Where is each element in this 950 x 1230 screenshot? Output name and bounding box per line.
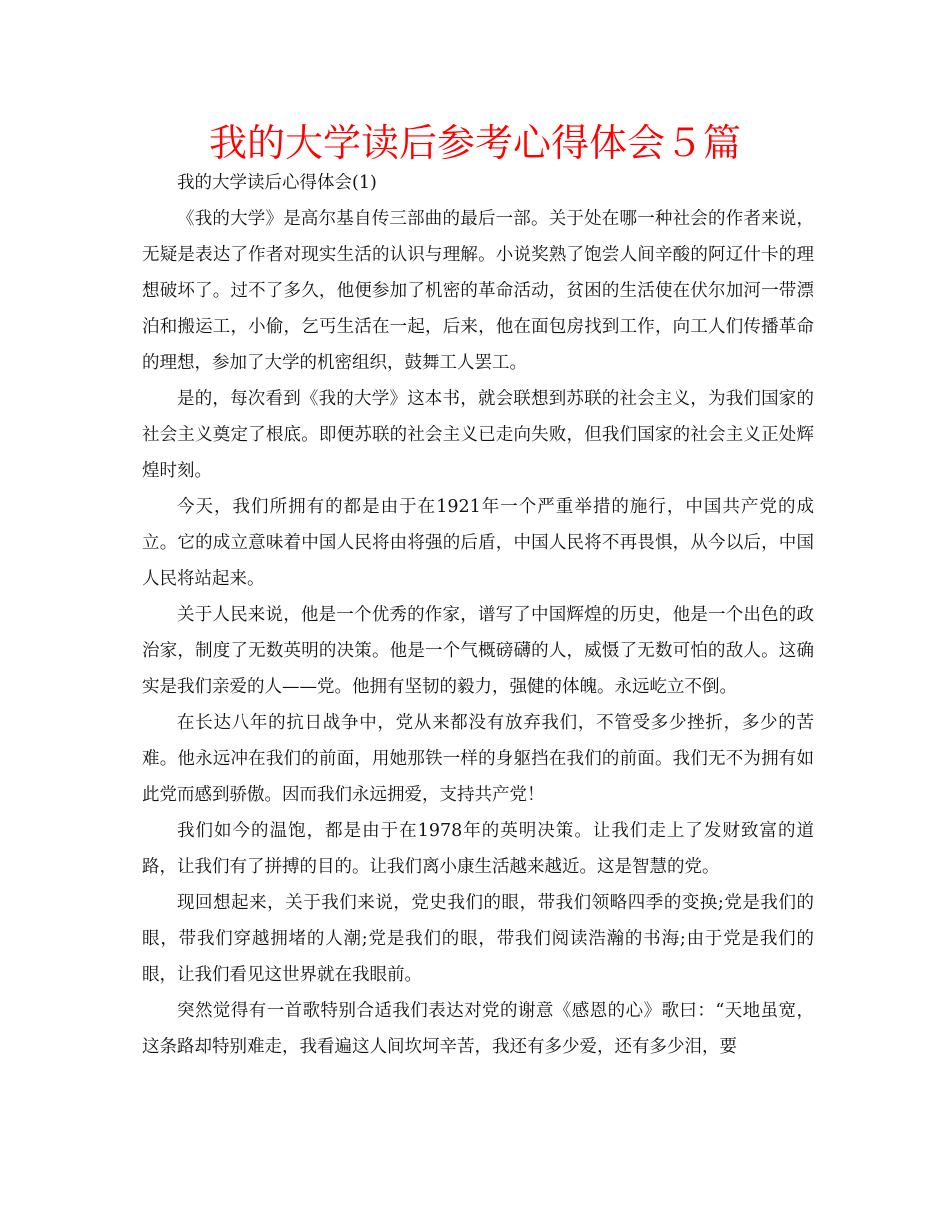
paragraph: 在长达八年的抗日战争中，党从来都没有放弃我们，不管受多少挫折，多少的苦难。他永远冲在我们的前面，用她那铁一样的身躯挡在我们的前面。我们无不为拥有如此党而感到骄傲。因而我们永远拥爱，支持共产党！: [142, 713, 814, 805]
paragraph: 《我的大学》是高尔基自传三部曲的最后一部。关于处在哪一种社会的作者来说，无疑是表达了作者对现实生活的认识与理解。小说奖熟了饱尝人间辛酸的阿辽什卡的理想破坏了。过不了多久，他便参加了机密的革命活动，贫困的生活使在伏尔加河一带漂泊和搬运工，小偷，乞丐生活在一起，后来，他在面包房找到工作，向工人们传播革命的理想，参加了大学的机密组织，鼓舞工人罢工。: [142, 209, 814, 373]
paragraph: 是的，每次看到《我的大学》这本书，就会联想到苏联的社会主义，为我们国家的社会主义奠定了根底。即便苏联的社会主义已走向失败，但我们国家的社会主义正处辉煌时刻。: [142, 389, 814, 481]
paragraph: 现回想起来，关于我们来说，党史我们的眼，带我们领略四季的变换;党是我们的眼，带我们穿越拥堵的人潮;党是我们的眼，带我们阅读浩瀚的书海;由于党是我们的眼，让我们看见这世界就在我眼前。: [142, 893, 814, 985]
paragraph: 突然觉得有一首歌特别合适我们表达对党的谢意《感恩的心》歌曰：“天地虽宽，这条路却特别难走，我看遍这人间坎坷辛苦，我还有多少爱，还有多少泪，要: [142, 1001, 814, 1057]
document-title: 我的大学读后参考心得体会５篇: [208, 121, 741, 165]
paragraph: 今天，我们所拥有的都是由于在1921年一个严重举措的施行，中国共产党的成立。它的成立意味着中国人民将由将强的后盾，中国人民将不再畏惧，从今以后，中国人民将站起来。: [142, 497, 814, 589]
section-subtitle: 我的大学读后心得体会(1): [177, 173, 377, 193]
paragraph: 我们如今的温饱，都是由于在1978年的英明决策。让我们走上了发财致富的道路，让我们有了拼搏的目的。让我们离小康生活越来越近。这是智慧的党。: [142, 821, 814, 877]
paragraph: 关于人民来说，他是一个优秀的作家，谱写了中国辉煌的历史，他是一个出色的政治家，制度了无数英明的决策。他是一个气概磅礴的人，威慑了无数可怕的敌人。这确实是我们亲爱的人——党。他拥有坚韧的毅力，强健的体魄。永远屹立不倒。: [142, 605, 814, 697]
document-body: [142, 165, 814, 1065]
